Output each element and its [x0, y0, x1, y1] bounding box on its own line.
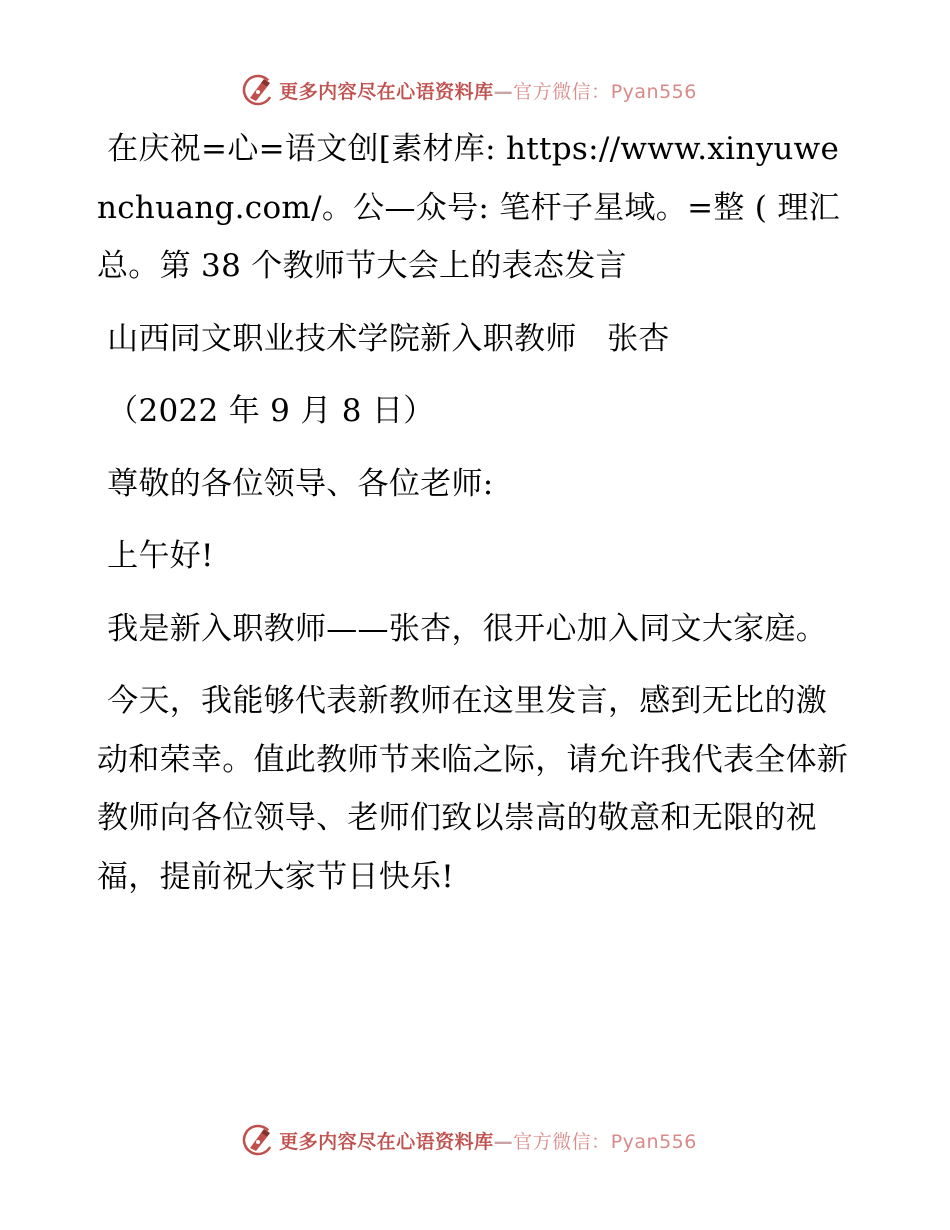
speech-date: （2022 年 9 月 8 日）: [97, 393, 435, 429]
footer-banner: [0, 1120, 950, 1160]
pen-nib-logo-icon: [241, 1123, 275, 1157]
self-introduction-paragraph: 我是新入职教师——张杏，很开心加入同文大家庭。: [97, 610, 828, 647]
salutation: 尊敬的各位领导、各位老师:: [97, 465, 494, 502]
pen-nib-logo-icon: [241, 73, 275, 107]
footer-wechat-id: Pyan556: [610, 1130, 697, 1153]
greeting-hello: 上午好!: [97, 538, 214, 574]
header-banner-text: [279, 77, 697, 104]
document-body: [97, 120, 857, 906]
footer-banner-text: [279, 1127, 697, 1154]
header-banner-inner: [241, 73, 697, 107]
header-banner: [0, 70, 950, 110]
author-signature: 山西同文职业技术学院新入职教师 张杏: [97, 320, 670, 357]
speech-opening-paragraph: 今天，我能够代表新教师在这里发言，感到无比的激动和荣幸。值此教师节来临之际，请允许我代表全体新教师向各位领导、老师们致以崇高的敬意和无限的祝福，提前祝大家节日快乐!: [97, 683, 849, 895]
intro-paragraph: 在庆祝=心=语文创[素材库: https://www.xinyuwenchuang.com/。公—众号: 笔杆子星域。=整 ( 理汇总。第 38 个教师节大会上的表态发言: [97, 131, 840, 284]
footer-main-text: 更多内容尽在心语资料库: [279, 1130, 494, 1153]
header-wechat-label: 官方微信：: [513, 80, 611, 103]
header-separator: —: [493, 80, 514, 103]
header-wechat-id: Pyan556: [610, 80, 697, 103]
footer-wechat-label: 官方微信：: [513, 1130, 611, 1153]
footer-separator: —: [493, 1130, 514, 1153]
header-main-text: 更多内容尽在心语资料库: [279, 80, 494, 103]
footer-banner-inner: [241, 1123, 697, 1157]
